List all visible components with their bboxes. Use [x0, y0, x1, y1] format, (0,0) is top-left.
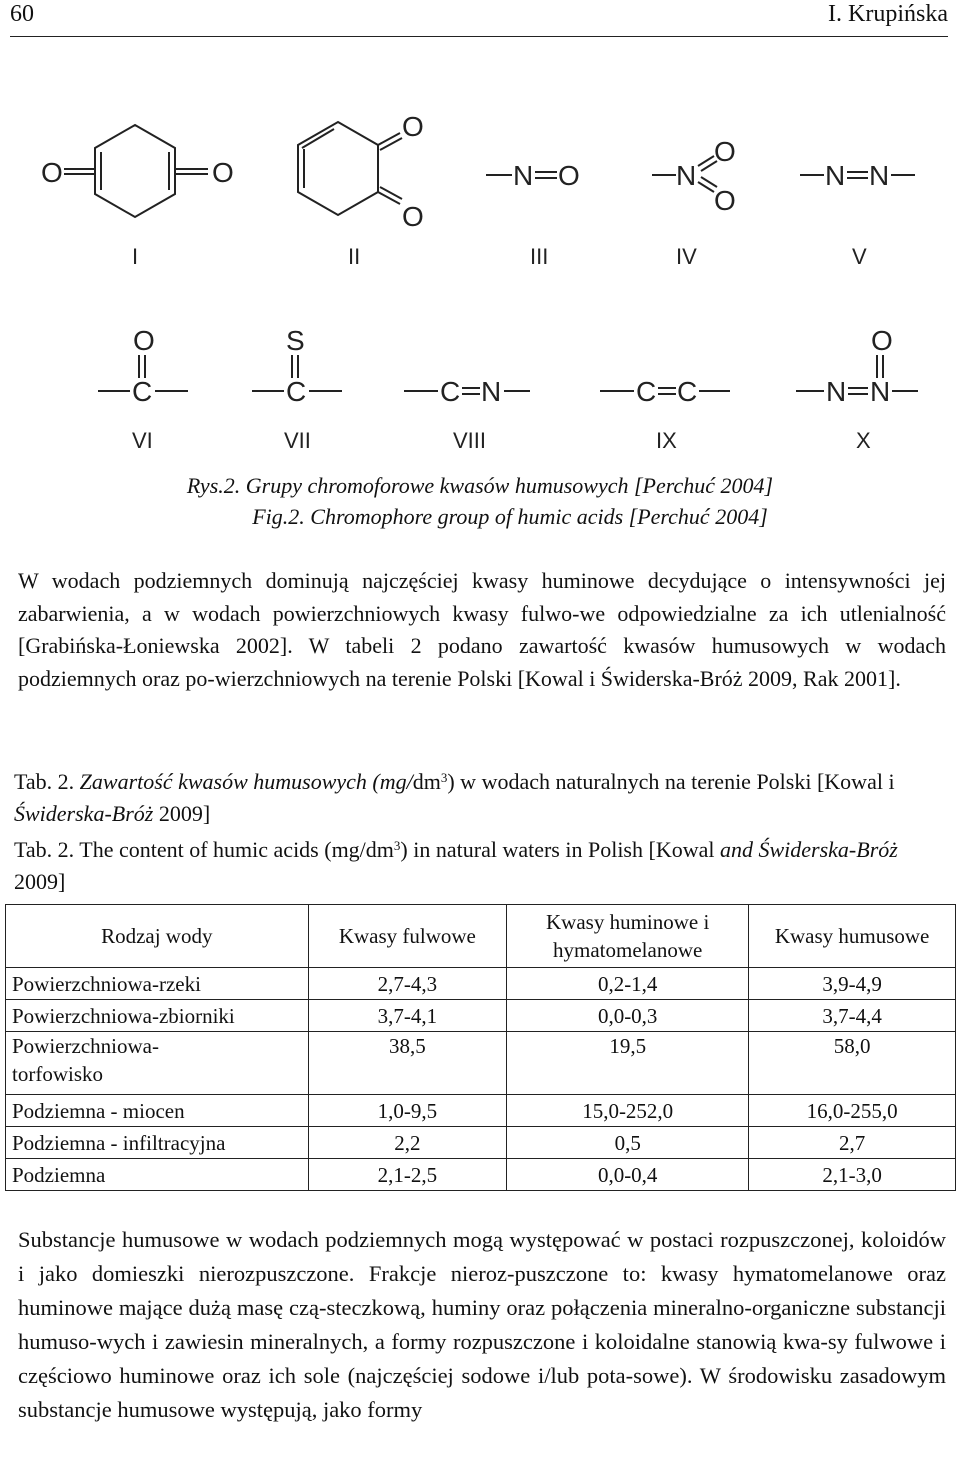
label-iv: IV — [676, 244, 697, 269]
atom-o: O — [871, 325, 893, 356]
page-header — [10, 0, 948, 37]
table-row — [6, 1000, 956, 1032]
table-cell: 3,7-4,4 — [749, 1000, 956, 1032]
tab-en-authors: and Świderska-Bróż — [719, 837, 898, 862]
caption-pl: Rys.2. Grupy chromoforowe kwasów humusowych [Perchuć 2004] — [186, 473, 774, 498]
atom-n: N — [870, 376, 891, 407]
atom-c: C — [636, 376, 657, 407]
structure-v — [800, 160, 915, 269]
atom-o: O — [402, 111, 424, 142]
label-i: I — [132, 244, 139, 269]
table-row — [6, 1032, 956, 1095]
tab-en-year: 2009] — [14, 869, 66, 894]
atom-n: N — [676, 160, 697, 191]
tab-title-italic: Zawartość kwasów humusowych (mg/ — [79, 769, 413, 794]
tab-authors: Świderska-Bróż — [14, 801, 154, 826]
table-cell: 2,7 — [749, 1127, 956, 1159]
tab-prefix: Tab. 2. — [14, 769, 75, 794]
table-cell: 2,1-2,5 — [308, 1159, 507, 1191]
table-cell: 16,0-255,0 — [749, 1095, 956, 1127]
label-vi: VI — [132, 428, 153, 453]
atom-n: N — [481, 376, 502, 407]
table-cell: 0,2-1,4 — [507, 968, 749, 1000]
body-paragraph-2: Substancje humusowe w wodach podziemnych mogą występować w postaci rozpuszczonej, koloidów i jako domieszki nierozpuszczone. Frakcje nieroz-puszczone to: kwasy hymatomelanowe oraz huminowe mające dużą masę czą-steczkową, huminy oraz połączenia mineralno-organiczne substancji humuso-wych i zawiesin mineralnych, a formy rozpuszczone i koloidalne stanowią kwa-sy fulwowe i częściowo huminowe oraz ich sole (najczęściej sodowe i/lub pota-sowe). W środowisku zasadowym substancje humusowe występują, jako formy — [18, 1227, 946, 1422]
table-cell: 3,9-4,9 — [749, 968, 956, 1000]
tab-unit-sup: 3 — [440, 770, 448, 785]
table-row — [6, 1127, 956, 1159]
figure-caption — [0, 470, 960, 532]
atom-n: N — [869, 160, 890, 191]
table-cell: Powierzchniowa-torfowisko — [6, 1032, 309, 1095]
table-cell: Podziemna - miocen — [6, 1095, 309, 1127]
structure-iii — [486, 160, 580, 269]
table-header-row — [6, 905, 956, 968]
table-cell: Powierzchniowa-rzeki — [6, 968, 309, 1000]
atom-o: O — [714, 136, 736, 167]
atom-n: N — [825, 160, 846, 191]
header-cell: Kwasy huminowe i hymatomelanowe — [507, 905, 749, 968]
atom-c: C — [132, 376, 153, 407]
table-cell: 1,0-9,5 — [308, 1095, 507, 1127]
table-cell: 0,0-0,3 — [507, 1000, 749, 1032]
atom-o: O — [133, 325, 155, 356]
table-cell: 38,5 — [308, 1032, 507, 1095]
atom-o: O — [714, 185, 736, 216]
structure-vii — [252, 325, 342, 453]
table-cell: 3,7-4,1 — [308, 1000, 507, 1032]
label-ix: IX — [656, 428, 677, 453]
structure-ix — [600, 376, 730, 453]
tab-en-text: Tab. 2. The content of humic acids (mg/dm — [14, 837, 394, 862]
atom-o: O — [41, 157, 63, 188]
table-cell: 2,2 — [308, 1127, 507, 1159]
label-vii: VII — [284, 428, 311, 453]
label-iii: III — [530, 244, 549, 269]
atom-s: S — [286, 325, 305, 356]
structure-x — [796, 325, 918, 453]
header-cell: Kwasy fulwowe — [308, 905, 507, 968]
table-cell: Podziemna - infiltracyjna — [6, 1127, 309, 1159]
atom-o: O — [402, 201, 424, 232]
table-row — [6, 968, 956, 1000]
atom-c: C — [677, 376, 698, 407]
table-cell: 2,1-3,0 — [749, 1159, 956, 1191]
atom-c: C — [440, 376, 461, 407]
tab-en-rest: ) in natural waters in Polish [Kowal — [400, 837, 715, 862]
label-ii: II — [348, 244, 361, 269]
table-cell: Podziemna — [6, 1159, 309, 1191]
tab-title-rest: ) w wodach naturalnych na terenie Polski [Kowal i — [447, 769, 895, 794]
header-cell: Kwasy humusowe — [749, 905, 956, 968]
page-number: 60 — [10, 1, 34, 27]
tab-en-sup: 3 — [393, 838, 401, 853]
label-viii: VIII — [453, 428, 487, 453]
table-cell: 19,5 — [507, 1032, 749, 1095]
table-row — [6, 1159, 956, 1191]
body-paragraph-1: W wodach podziemnych dominują najczęściej kwasy huminowe decydujące o intensywności jej zabarwienia, a w wodach powierzchniowych kwasy fulwo-we odpowiedzialne za ich utlenialność [Grabińska-Łoniewska 2002]. W tabeli 2 podano zawartość kwasów humusowych w wodach podziemnych oraz po-wierzchniowych na terenie Polski [Kowal i Świderska-Bróż 2009, Rak 2001]. — [18, 568, 946, 691]
table-cell: 58,0 — [749, 1032, 956, 1095]
running-author: I. Krupińska — [828, 1, 948, 27]
structure-vi — [98, 325, 188, 453]
structure-iv — [652, 136, 736, 269]
table-cell: Powierzchniowa-zbiorniki — [6, 1000, 309, 1032]
table-cell: 0,5 — [507, 1127, 749, 1159]
label-x: X — [856, 428, 871, 453]
structure-ii — [298, 111, 424, 269]
caption-en: Fig.2. Chromophore group of humic acids [Perchuć 2004] — [252, 504, 768, 529]
atom-n: N — [513, 160, 534, 191]
atom-o: O — [558, 160, 580, 191]
structure-viii — [404, 376, 530, 453]
table-cell: 15,0-252,0 — [507, 1095, 749, 1127]
atom-n: N — [826, 376, 847, 407]
label-v: V — [852, 244, 867, 269]
tab-year: 2009] — [158, 801, 211, 826]
humic-acids-table — [5, 904, 956, 1191]
structure-i — [41, 125, 234, 269]
table-row — [6, 1095, 956, 1127]
table-cell: 2,7-4,3 — [308, 968, 507, 1000]
header-cell: Rodzaj wody — [6, 905, 309, 968]
table-cell: 0,0-0,4 — [507, 1159, 749, 1191]
table-caption-pl — [14, 766, 946, 830]
atom-o: O — [212, 157, 234, 188]
tab-unit: dm — [412, 769, 441, 794]
chromophore-figure — [0, 80, 960, 460]
table-caption-en — [14, 834, 946, 898]
atom-c: C — [286, 376, 307, 407]
